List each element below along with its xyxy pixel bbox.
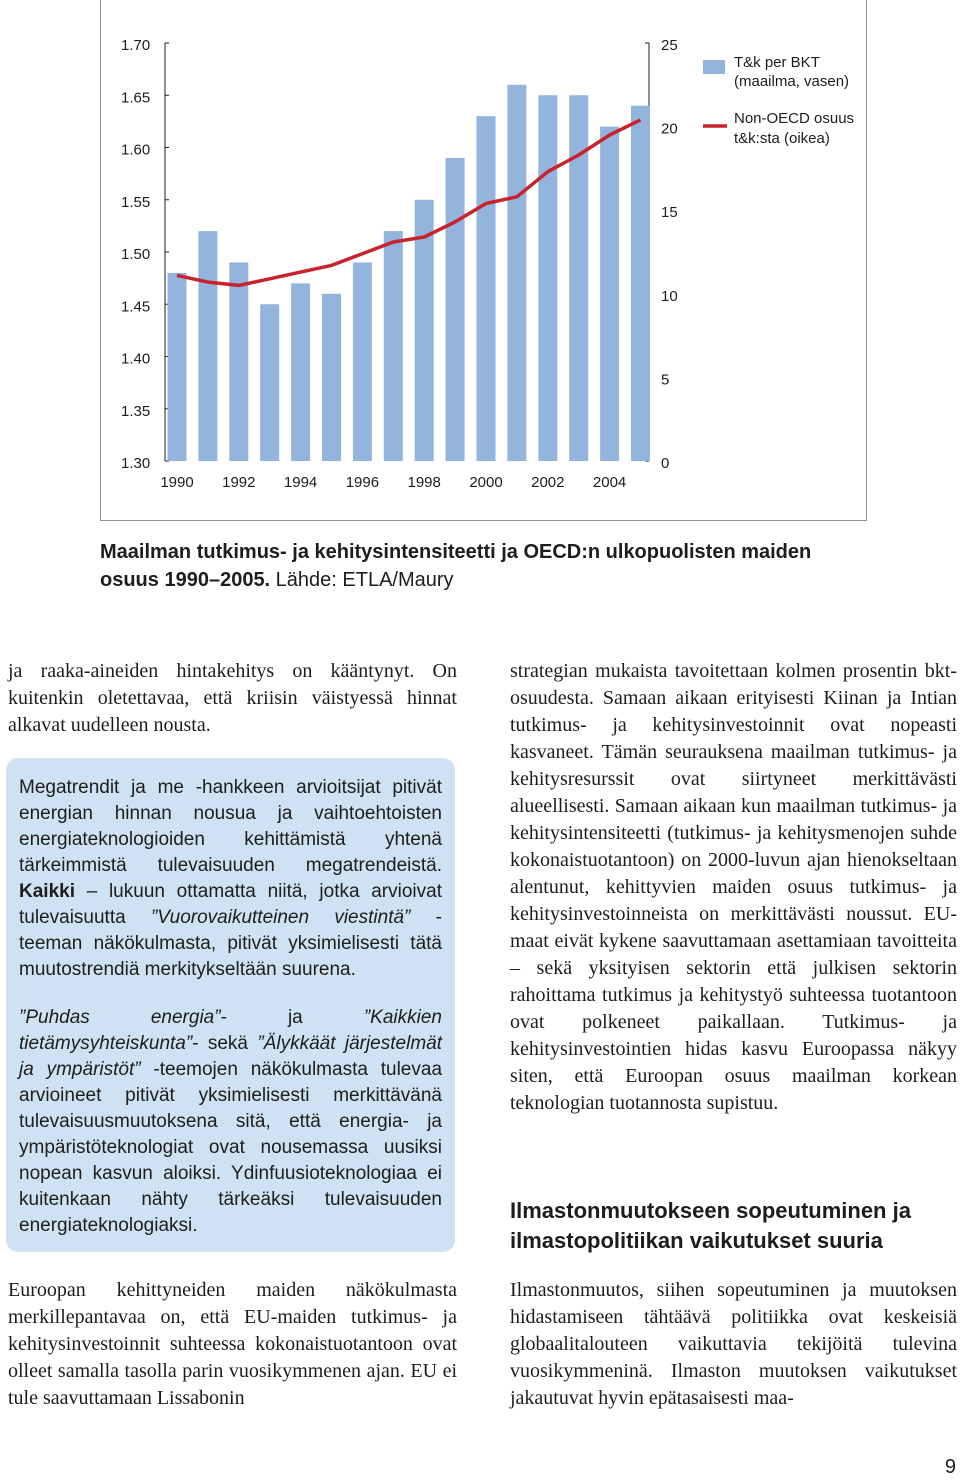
left-axis-tick-label: 1.50	[121, 246, 151, 263]
paragraph: strategian mukaista tavoitettaan kolmen prosentin bkt-osuudesta. Samaan aikaan erityisesti Kiinan ja Intian tutkimus- ja kehitysinvestoinnit ovat nopeasti kasvaneet. Tämän seurauksena maailman tutkimus- ja kehitysresurssit ovat siirtyneet merkittävästi alueellisesti. Samaan aikaan kun maailman tutkimus- ja kehitysintensiteetti (tutkimus- ja kehitysmenojen suhde kokonaistuotantoon) on 2000-luvun ajan hienokseltaan alentunut, kehittyvien maiden osuus tutkimus- ja kehitysinvestoinneista on merkittävästi noussut. EU-maat eivät kykene saavuttamaan asettamiaan tavoitteita – sekä yksityisen sektorin että julkisen sektorin rahoittama tutkimus ja kehitystyö suhteessa tuotantoon ovat polkeneet paikallaan. Tutkimus- ja kehitysinvestointien hidas kasvu Euroopassa näkyy siten, että Euroopan osuus maailman korkean teknologian tuotannosta supistuu.	[510, 660, 957, 1114]
left-axis-tick-label: 1.30	[121, 455, 151, 472]
bar	[538, 95, 557, 461]
left-axis-tick-label: 1.55	[121, 193, 151, 211]
left-axis-tick-label: 1.65	[121, 89, 151, 107]
page-number: 9	[944, 1456, 956, 1478]
box-p1-italic: ”Vuorovaikutteinen viestintä”	[150, 907, 411, 928]
left-axis-tick-label: 1.70	[121, 37, 151, 54]
box-p2-text-1: - ja	[220, 1007, 364, 1028]
box-p2-italic-2: ”Kaikkien tietämysyhteiskunta”	[19, 1007, 442, 1054]
box-paragraph-1	[19, 775, 442, 983]
bar	[600, 127, 619, 461]
legend-label: T&k per BKT	[734, 54, 820, 71]
box-p2-italic-3: ”Älykkäät järjestelmät ja ympäristöt”	[19, 1033, 442, 1080]
bar	[631, 106, 650, 461]
bar	[291, 283, 310, 461]
x-tick-label: 1998	[407, 474, 441, 491]
left-axis-tick-label: 1.35	[121, 402, 151, 420]
legend-bar-swatch	[703, 60, 725, 74]
right-column-bottom	[510, 1277, 957, 1412]
left-axis-tick-label: 1.45	[121, 298, 151, 316]
section-heading: Ilmastonmuutokseen sopeutuminen ja ilmastopolitiikan vaikutukset suuria	[510, 1198, 911, 1253]
chart-svg	[101, 0, 868, 521]
right-axis-tick-label: 5	[661, 371, 670, 389]
box-paragraph-2	[19, 1005, 442, 1239]
x-tick-label: 2000	[469, 474, 503, 491]
box-p2-text-3: -teemojen näkökulmasta tulevaa arvioineet pitivät yksimielisesti merkittävänä tulevaisuusmuutoksena sitä, että energia- ja ympäristöteknologiat ovat nousemassa uusiksi nopean kasvun aloiksi. Ydinfuusioteknologiaa ei kuitenkaan nähty tärkeäksi tulevaisuuden energiateknologiaksi.	[19, 1059, 443, 1236]
bar	[168, 273, 187, 461]
chart-frame	[100, 0, 867, 521]
bar	[384, 231, 403, 461]
right-axis-tick-label: 15	[661, 204, 678, 222]
chart-caption	[100, 538, 860, 594]
box-p1-bold: Kaikki	[19, 881, 75, 902]
legend-label: t&k:sta (oikea)	[734, 130, 830, 147]
bar	[507, 85, 526, 461]
bar	[322, 294, 341, 461]
bar	[446, 158, 465, 461]
box-p1-rest-a: – lukuun ottamatta niitä, jotka arvioivat tulevaisuutta	[19, 881, 442, 928]
legend-label: (maailma, vasen)	[734, 73, 850, 90]
bar	[477, 116, 496, 461]
right-axis-tick-label: 10	[661, 287, 678, 305]
bar	[260, 304, 279, 461]
box-p1-text: Megatrendit ja me -hankkeen arvioitsijat pitivät energian hinnan nousua ja vaihtoehtoisten energiateknologioiden kehittämistä yhtenä tärkeimmistä tulevaisuuden megatrendeistä.	[19, 777, 442, 876]
bar	[229, 262, 248, 461]
x-tick-label: 2002	[531, 474, 565, 491]
x-tick-label: 1992	[222, 474, 256, 491]
x-tick-label: 1996	[345, 474, 380, 491]
left-axis-tick-label: 1.60	[121, 141, 151, 159]
box-p1-rest-b: -teeman näkökulmasta, pitivät yksimielisesti tätä muutostrendiä merkitykseltään suurena.	[19, 907, 442, 980]
x-tick-label: 2004	[592, 474, 627, 491]
right-axis-tick-label: 0	[661, 455, 670, 472]
legend-label: Non-OECD osuus	[734, 110, 855, 127]
caption-source: Lähde: ETLA/Maury	[270, 569, 454, 591]
paragraph: Euroopan kehittyneiden maiden näkökulmasta merkillepantavaa on, että EU-maiden tutkimus- ja kehitysinvestoinnit suhteessa kokonaistuotantoon ovat olleet samalla tasolla parin vuosikymmenen ajan. EU ei tule saavuttamaan Lissabonin	[8, 1279, 457, 1409]
right-axis-tick-label: 20	[661, 120, 678, 138]
left-column-top	[8, 658, 457, 739]
x-tick-label: 1990	[160, 474, 194, 491]
left-axis-tick-label: 1.40	[121, 350, 151, 368]
box-p2-italic-1: ”Puhdas energia”	[19, 1007, 221, 1028]
right-column-top	[510, 658, 957, 1117]
paragraph: ja raaka-aineiden hintakehitys on kääntynyt. On kuitenkin oletettavaa, että kriisin väistyessä hinnat alkavat uudelleen nousta.	[8, 660, 457, 736]
x-tick-label: 1994	[283, 474, 318, 491]
caption-bold: Maailman tutkimus- ja kehitysintensiteetti ja OECD:n ulkopuolisten maiden osuus 1990–2005.	[100, 541, 812, 591]
left-column-bottom	[8, 1277, 457, 1412]
box-p2-text-2: - sekä	[192, 1033, 258, 1054]
bar	[353, 262, 372, 461]
bar	[198, 231, 217, 461]
paragraph: Ilmastonmuutos, siihen sopeutuminen ja muutoksen hidastamiseen tähtäävä politiikka ovat keskeisiä globaalitalouteen vaikuttavia tekijöitä tulevina vuosikymmeninä. Ilmaston muutoksen vaikutukset jakautuvat hyvin epätasaisesti maa-	[510, 1279, 957, 1409]
right-axis-tick-label: 25	[661, 37, 678, 54]
megatrend-box	[6, 758, 455, 1252]
